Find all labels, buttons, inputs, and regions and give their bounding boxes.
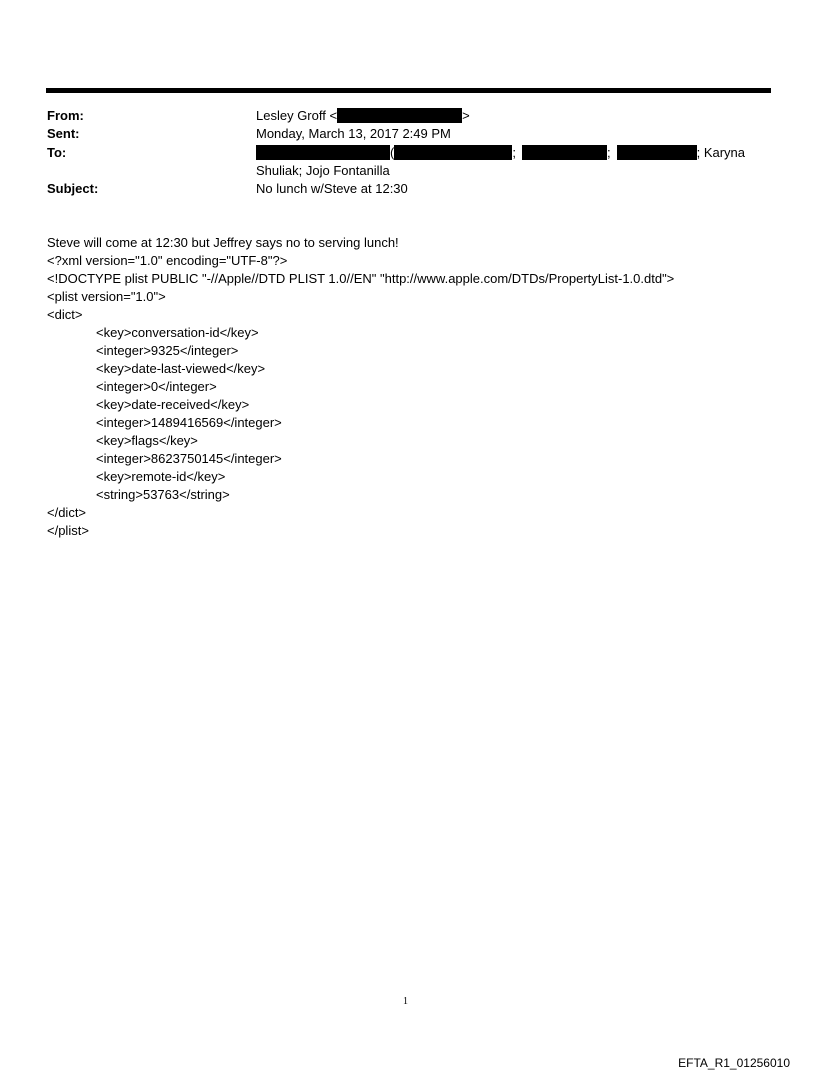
from-value xyxy=(256,108,470,124)
message-text: Steve will come at 12:30 but Jeffrey says no to serving lunch! xyxy=(47,235,399,250)
xml-declaration: <?xml version="1.0" encoding="UTF-8"?> xyxy=(47,253,288,268)
sent-label: Sent: xyxy=(47,126,80,141)
dict-line: <key>remote-id</key> xyxy=(96,469,226,484)
to-open-paren: ( xyxy=(390,145,395,160)
sent-value: Monday, March 13, 2017 2:49 PM xyxy=(256,126,451,141)
document-id: EFTA_R1_01256010 xyxy=(678,1056,790,1070)
dict-line: <integer>8623750145</integer> xyxy=(96,451,282,466)
to-value xyxy=(256,145,745,161)
to-label: To: xyxy=(47,145,67,160)
dict-open: <dict> xyxy=(47,307,83,322)
page-number: 1 xyxy=(403,996,408,1007)
subject-label: Subject: xyxy=(47,181,99,196)
redaction-box xyxy=(256,145,390,160)
redaction-box xyxy=(617,145,697,160)
to-sep-2: ; xyxy=(606,145,611,160)
dict-line: <integer>0</integer> xyxy=(96,379,217,394)
plist-open: <plist version="1.0"> xyxy=(47,289,166,304)
redaction-box xyxy=(522,145,607,160)
doctype-line: <!DOCTYPE plist PUBLIC "-//Apple//DTD PLIST 1.0//EN" "http://www.apple.com/DTDs/PropertyList-1.0.dtd"> xyxy=(47,271,675,286)
redaction-box xyxy=(337,108,462,123)
to-value-line2: Shuliak; Jojo Fontanilla xyxy=(256,163,390,178)
from-label: From: xyxy=(47,108,84,123)
dict-line: <key>conversation-id</key> xyxy=(96,325,259,340)
to-sep-1: ; xyxy=(512,145,516,160)
dict-line: <key>date-last-viewed</key> xyxy=(96,361,266,376)
dict-line: <integer>9325</integer> xyxy=(96,343,239,358)
redaction-box xyxy=(394,145,512,160)
subject-value: No lunch w/Steve at 12:30 xyxy=(256,181,408,196)
header-rule xyxy=(46,88,771,93)
from-close: > xyxy=(462,108,470,123)
plist-close: </plist> xyxy=(47,523,89,538)
dict-line: <integer>1489416569</integer> xyxy=(96,415,282,430)
from-name: Lesley Groff < xyxy=(256,108,338,123)
to-karyna: ; Karyna xyxy=(696,145,746,160)
dict-close: </dict> xyxy=(47,505,87,520)
dict-line: <key>flags</key> xyxy=(96,433,198,448)
dict-line: <key>date-received</key> xyxy=(96,397,250,412)
dict-line: <string>53763</string> xyxy=(96,487,230,502)
